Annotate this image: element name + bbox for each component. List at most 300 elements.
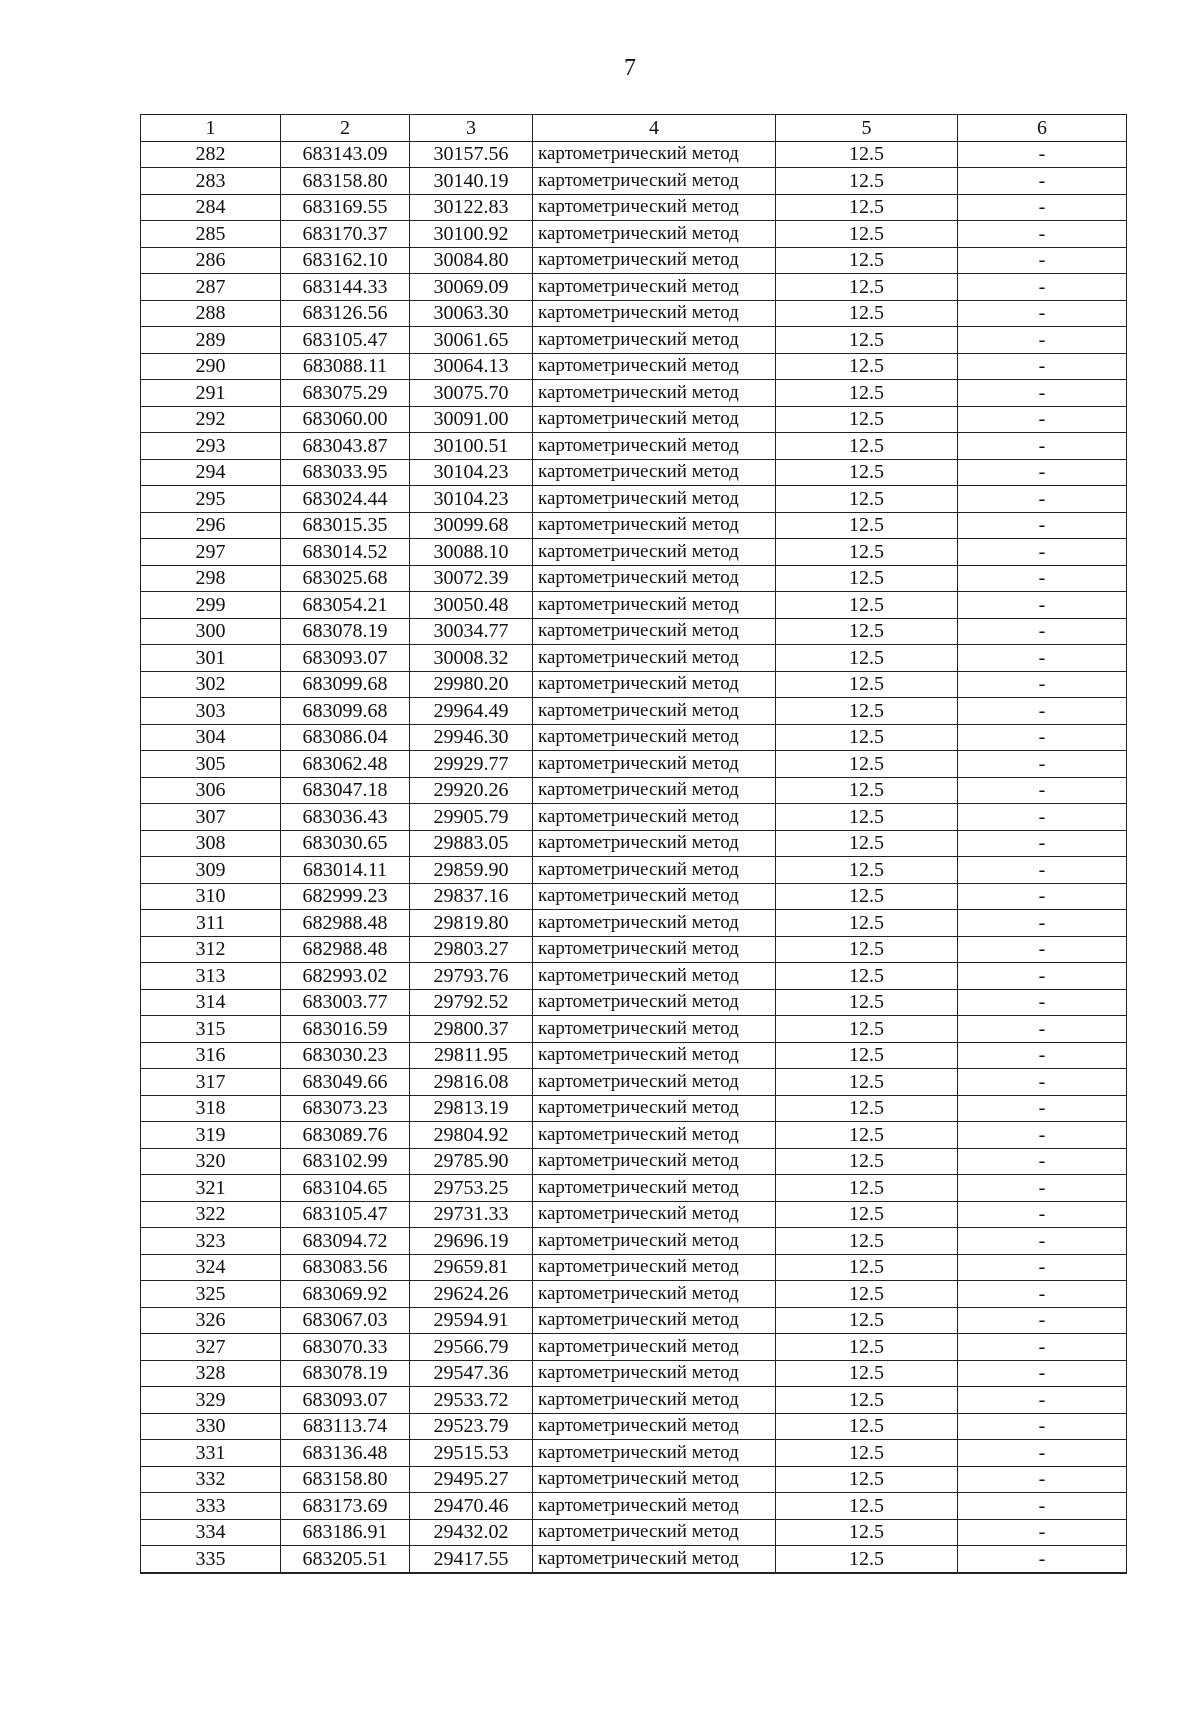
note-cell: - bbox=[958, 963, 1127, 990]
x-coordinate-cell: 683070.33 bbox=[281, 1334, 410, 1361]
method-cell: картометрический метод bbox=[533, 353, 776, 380]
y-coordinate-cell: 30063.30 bbox=[410, 300, 533, 327]
x-coordinate-cell: 683158.80 bbox=[281, 1466, 410, 1493]
method-cell: картометрический метод bbox=[533, 459, 776, 486]
point-number-cell: 335 bbox=[141, 1546, 281, 1573]
x-coordinate-cell: 683086.04 bbox=[281, 724, 410, 751]
point-number-cell: 287 bbox=[141, 274, 281, 301]
note-cell: - bbox=[958, 777, 1127, 804]
table-row bbox=[141, 671, 1127, 698]
table-row bbox=[141, 645, 1127, 672]
y-coordinate-cell: 30140.19 bbox=[410, 168, 533, 195]
x-coordinate-cell: 683060.00 bbox=[281, 406, 410, 433]
point-number-cell: 310 bbox=[141, 883, 281, 910]
y-coordinate-cell: 29533.72 bbox=[410, 1387, 533, 1414]
table-header-row bbox=[141, 115, 1127, 142]
point-number-cell: 322 bbox=[141, 1201, 281, 1228]
y-coordinate-cell: 29859.90 bbox=[410, 857, 533, 884]
point-number-cell: 324 bbox=[141, 1254, 281, 1281]
x-coordinate-cell: 683083.56 bbox=[281, 1254, 410, 1281]
accuracy-cell: 12.5 bbox=[776, 274, 958, 301]
y-coordinate-cell: 29594.91 bbox=[410, 1307, 533, 1334]
point-number-cell: 286 bbox=[141, 247, 281, 274]
accuracy-cell: 12.5 bbox=[776, 963, 958, 990]
x-coordinate-cell: 683102.99 bbox=[281, 1148, 410, 1175]
note-cell: - bbox=[958, 512, 1127, 539]
accuracy-cell: 12.5 bbox=[776, 1334, 958, 1361]
accuracy-cell: 12.5 bbox=[776, 910, 958, 937]
method-cell: картометрический метод bbox=[533, 1095, 776, 1122]
note-cell: - bbox=[958, 221, 1127, 248]
accuracy-cell: 12.5 bbox=[776, 1519, 958, 1546]
point-number-cell: 304 bbox=[141, 724, 281, 751]
method-cell: картометрический метод bbox=[533, 221, 776, 248]
y-coordinate-cell: 30099.68 bbox=[410, 512, 533, 539]
page-number: 7 bbox=[624, 55, 636, 81]
point-number-cell: 318 bbox=[141, 1095, 281, 1122]
x-coordinate-cell: 683030.23 bbox=[281, 1042, 410, 1069]
method-cell: картометрический метод bbox=[533, 777, 776, 804]
accuracy-cell: 12.5 bbox=[776, 1281, 958, 1308]
method-cell: картометрический метод bbox=[533, 486, 776, 513]
note-cell: - bbox=[958, 486, 1127, 513]
x-coordinate-cell: 683089.76 bbox=[281, 1122, 410, 1149]
y-coordinate-cell: 30157.56 bbox=[410, 141, 533, 168]
method-cell: картометрический метод bbox=[533, 1254, 776, 1281]
table-row bbox=[141, 274, 1127, 301]
point-number-cell: 332 bbox=[141, 1466, 281, 1493]
x-coordinate-cell: 683078.19 bbox=[281, 618, 410, 645]
table-row bbox=[141, 459, 1127, 486]
point-number-cell: 296 bbox=[141, 512, 281, 539]
accuracy-cell: 12.5 bbox=[776, 1228, 958, 1255]
table-body bbox=[141, 141, 1127, 1573]
note-cell: - bbox=[958, 804, 1127, 831]
x-coordinate-cell: 683014.11 bbox=[281, 857, 410, 884]
accuracy-cell: 12.5 bbox=[776, 327, 958, 354]
y-coordinate-cell: 30061.65 bbox=[410, 327, 533, 354]
point-number-cell: 334 bbox=[141, 1519, 281, 1546]
method-cell: картометрический метод bbox=[533, 910, 776, 937]
point-number-cell: 301 bbox=[141, 645, 281, 672]
x-coordinate-cell: 683088.11 bbox=[281, 353, 410, 380]
accuracy-cell: 12.5 bbox=[776, 1016, 958, 1043]
accuracy-cell: 12.5 bbox=[776, 592, 958, 619]
note-cell: - bbox=[958, 247, 1127, 274]
note-cell: - bbox=[958, 1254, 1127, 1281]
table-row bbox=[141, 777, 1127, 804]
accuracy-cell: 12.5 bbox=[776, 539, 958, 566]
point-number-cell: 314 bbox=[141, 989, 281, 1016]
y-coordinate-cell: 29816.08 bbox=[410, 1069, 533, 1096]
method-cell: картометрический метод bbox=[533, 1175, 776, 1202]
x-coordinate-cell: 683158.80 bbox=[281, 168, 410, 195]
point-number-cell: 290 bbox=[141, 353, 281, 380]
accuracy-cell: 12.5 bbox=[776, 1069, 958, 1096]
method-cell: картометрический метод bbox=[533, 1307, 776, 1334]
point-number-cell: 313 bbox=[141, 963, 281, 990]
table-row bbox=[141, 724, 1127, 751]
method-cell: картометрический метод bbox=[533, 380, 776, 407]
y-coordinate-cell: 30072.39 bbox=[410, 565, 533, 592]
y-coordinate-cell: 30104.23 bbox=[410, 459, 533, 486]
method-cell: картометрический метод bbox=[533, 1122, 776, 1149]
x-coordinate-cell: 682988.48 bbox=[281, 910, 410, 937]
accuracy-cell: 12.5 bbox=[776, 1148, 958, 1175]
method-cell: картометрический метод bbox=[533, 1042, 776, 1069]
method-cell: картометрический метод bbox=[533, 1228, 776, 1255]
table-row bbox=[141, 698, 1127, 725]
x-coordinate-cell: 683143.09 bbox=[281, 141, 410, 168]
y-coordinate-cell: 29813.19 bbox=[410, 1095, 533, 1122]
point-number-cell: 325 bbox=[141, 1281, 281, 1308]
accuracy-cell: 12.5 bbox=[776, 1440, 958, 1467]
accuracy-cell: 12.5 bbox=[776, 724, 958, 751]
point-number-cell: 331 bbox=[141, 1440, 281, 1467]
x-coordinate-cell: 683043.87 bbox=[281, 433, 410, 460]
table-row bbox=[141, 486, 1127, 513]
point-number-cell: 309 bbox=[141, 857, 281, 884]
y-coordinate-cell: 29547.36 bbox=[410, 1360, 533, 1387]
note-cell: - bbox=[958, 645, 1127, 672]
note-cell: - bbox=[958, 883, 1127, 910]
method-cell: картометрический метод bbox=[533, 1519, 776, 1546]
table-row bbox=[141, 989, 1127, 1016]
table-row bbox=[141, 1069, 1127, 1096]
note-cell: - bbox=[958, 539, 1127, 566]
x-coordinate-cell: 683099.68 bbox=[281, 698, 410, 725]
note-cell: - bbox=[958, 380, 1127, 407]
y-coordinate-cell: 29792.52 bbox=[410, 989, 533, 1016]
method-cell: картометрический метод bbox=[533, 804, 776, 831]
y-coordinate-cell: 30100.92 bbox=[410, 221, 533, 248]
accuracy-cell: 12.5 bbox=[776, 830, 958, 857]
point-number-cell: 328 bbox=[141, 1360, 281, 1387]
y-coordinate-cell: 30034.77 bbox=[410, 618, 533, 645]
y-coordinate-cell: 30064.13 bbox=[410, 353, 533, 380]
x-coordinate-cell: 683093.07 bbox=[281, 645, 410, 672]
y-coordinate-cell: 30100.51 bbox=[410, 433, 533, 460]
method-cell: картометрический метод bbox=[533, 300, 776, 327]
accuracy-cell: 12.5 bbox=[776, 300, 958, 327]
y-coordinate-cell: 29417.55 bbox=[410, 1546, 533, 1573]
x-coordinate-cell: 683033.95 bbox=[281, 459, 410, 486]
x-coordinate-cell: 683170.37 bbox=[281, 221, 410, 248]
table-row bbox=[141, 353, 1127, 380]
point-number-cell: 317 bbox=[141, 1069, 281, 1096]
x-coordinate-cell: 683015.35 bbox=[281, 512, 410, 539]
method-cell: картометрический метод bbox=[533, 1360, 776, 1387]
point-number-cell: 295 bbox=[141, 486, 281, 513]
point-number-cell: 285 bbox=[141, 221, 281, 248]
x-coordinate-cell: 683173.69 bbox=[281, 1493, 410, 1520]
point-number-cell: 300 bbox=[141, 618, 281, 645]
note-cell: - bbox=[958, 406, 1127, 433]
table-row bbox=[141, 857, 1127, 884]
note-cell: - bbox=[958, 327, 1127, 354]
table-row bbox=[141, 168, 1127, 195]
table-row bbox=[141, 247, 1127, 274]
x-coordinate-cell: 683169.55 bbox=[281, 194, 410, 221]
table-row bbox=[141, 830, 1127, 857]
table-row bbox=[141, 1016, 1127, 1043]
note-cell: - bbox=[958, 433, 1127, 460]
x-coordinate-cell: 683024.44 bbox=[281, 486, 410, 513]
y-coordinate-cell: 29696.19 bbox=[410, 1228, 533, 1255]
y-coordinate-cell: 30075.70 bbox=[410, 380, 533, 407]
column-header: 2 bbox=[281, 115, 410, 142]
method-cell: картометрический метод bbox=[533, 671, 776, 698]
x-coordinate-cell: 683144.33 bbox=[281, 274, 410, 301]
x-coordinate-cell: 683025.68 bbox=[281, 565, 410, 592]
x-coordinate-cell: 683126.56 bbox=[281, 300, 410, 327]
table-row bbox=[141, 1148, 1127, 1175]
accuracy-cell: 12.5 bbox=[776, 1360, 958, 1387]
point-number-cell: 293 bbox=[141, 433, 281, 460]
x-coordinate-cell: 683069.92 bbox=[281, 1281, 410, 1308]
x-coordinate-cell: 683162.10 bbox=[281, 247, 410, 274]
y-coordinate-cell: 29920.26 bbox=[410, 777, 533, 804]
method-cell: картометрический метод bbox=[533, 1387, 776, 1414]
table-row bbox=[141, 936, 1127, 963]
accuracy-cell: 12.5 bbox=[776, 1493, 958, 1520]
accuracy-cell: 12.5 bbox=[776, 406, 958, 433]
method-cell: картометрический метод bbox=[533, 1334, 776, 1361]
y-coordinate-cell: 29753.25 bbox=[410, 1175, 533, 1202]
x-coordinate-cell: 683054.21 bbox=[281, 592, 410, 619]
method-cell: картометрический метод bbox=[533, 1201, 776, 1228]
x-coordinate-cell: 683014.52 bbox=[281, 539, 410, 566]
accuracy-cell: 12.5 bbox=[776, 804, 958, 831]
method-cell: картометрический метод bbox=[533, 645, 776, 672]
accuracy-cell: 12.5 bbox=[776, 433, 958, 460]
point-number-cell: 323 bbox=[141, 1228, 281, 1255]
table-row bbox=[141, 883, 1127, 910]
note-cell: - bbox=[958, 1095, 1127, 1122]
x-coordinate-cell: 682999.23 bbox=[281, 883, 410, 910]
point-number-cell: 302 bbox=[141, 671, 281, 698]
note-cell: - bbox=[958, 1016, 1127, 1043]
table-row bbox=[141, 565, 1127, 592]
coordinates-table bbox=[140, 114, 1127, 1574]
y-coordinate-cell: 30084.80 bbox=[410, 247, 533, 274]
accuracy-cell: 12.5 bbox=[776, 1307, 958, 1334]
accuracy-cell: 12.5 bbox=[776, 459, 958, 486]
method-cell: картометрический метод bbox=[533, 247, 776, 274]
accuracy-cell: 12.5 bbox=[776, 1546, 958, 1573]
note-cell: - bbox=[958, 1519, 1127, 1546]
x-coordinate-cell: 683099.68 bbox=[281, 671, 410, 698]
accuracy-cell: 12.5 bbox=[776, 1387, 958, 1414]
point-number-cell: 294 bbox=[141, 459, 281, 486]
accuracy-cell: 12.5 bbox=[776, 1122, 958, 1149]
accuracy-cell: 12.5 bbox=[776, 1201, 958, 1228]
method-cell: картометрический метод bbox=[533, 274, 776, 301]
y-coordinate-cell: 29785.90 bbox=[410, 1148, 533, 1175]
table-row bbox=[141, 1201, 1127, 1228]
point-number-cell: 282 bbox=[141, 141, 281, 168]
method-cell: картометрический метод bbox=[533, 539, 776, 566]
y-coordinate-cell: 29432.02 bbox=[410, 1519, 533, 1546]
point-number-cell: 319 bbox=[141, 1122, 281, 1149]
method-cell: картометрический метод bbox=[533, 724, 776, 751]
x-coordinate-cell: 683093.07 bbox=[281, 1387, 410, 1414]
note-cell: - bbox=[958, 751, 1127, 778]
x-coordinate-cell: 683062.48 bbox=[281, 751, 410, 778]
y-coordinate-cell: 30088.10 bbox=[410, 539, 533, 566]
accuracy-cell: 12.5 bbox=[776, 1254, 958, 1281]
y-coordinate-cell: 29964.49 bbox=[410, 698, 533, 725]
table-row bbox=[141, 1413, 1127, 1440]
note-cell: - bbox=[958, 565, 1127, 592]
table-row bbox=[141, 1228, 1127, 1255]
accuracy-cell: 12.5 bbox=[776, 1042, 958, 1069]
point-number-cell: 292 bbox=[141, 406, 281, 433]
table-row bbox=[141, 300, 1127, 327]
x-coordinate-cell: 683067.03 bbox=[281, 1307, 410, 1334]
note-cell: - bbox=[958, 1042, 1127, 1069]
x-coordinate-cell: 683073.23 bbox=[281, 1095, 410, 1122]
point-number-cell: 288 bbox=[141, 300, 281, 327]
point-number-cell: 303 bbox=[141, 698, 281, 725]
point-number-cell: 305 bbox=[141, 751, 281, 778]
y-coordinate-cell: 29800.37 bbox=[410, 1016, 533, 1043]
point-number-cell: 291 bbox=[141, 380, 281, 407]
column-header: 5 bbox=[776, 115, 958, 142]
accuracy-cell: 12.5 bbox=[776, 168, 958, 195]
y-coordinate-cell: 29470.46 bbox=[410, 1493, 533, 1520]
method-cell: картометрический метод bbox=[533, 512, 776, 539]
point-number-cell: 329 bbox=[141, 1387, 281, 1414]
note-cell: - bbox=[958, 910, 1127, 937]
y-coordinate-cell: 29980.20 bbox=[410, 671, 533, 698]
y-coordinate-cell: 29495.27 bbox=[410, 1466, 533, 1493]
method-cell: картометрический метод bbox=[533, 1493, 776, 1520]
method-cell: картометрический метод bbox=[533, 1546, 776, 1573]
table-row bbox=[141, 1387, 1127, 1414]
note-cell: - bbox=[958, 353, 1127, 380]
y-coordinate-cell: 29946.30 bbox=[410, 724, 533, 751]
y-coordinate-cell: 30008.32 bbox=[410, 645, 533, 672]
table-row bbox=[141, 1440, 1127, 1467]
table-row bbox=[141, 141, 1127, 168]
point-number-cell: 330 bbox=[141, 1413, 281, 1440]
point-number-cell: 333 bbox=[141, 1493, 281, 1520]
method-cell: картометрический метод bbox=[533, 963, 776, 990]
table-row bbox=[141, 1095, 1127, 1122]
x-coordinate-cell: 683136.48 bbox=[281, 1440, 410, 1467]
note-cell: - bbox=[958, 1201, 1127, 1228]
accuracy-cell: 12.5 bbox=[776, 565, 958, 592]
note-cell: - bbox=[958, 1360, 1127, 1387]
y-coordinate-cell: 29515.53 bbox=[410, 1440, 533, 1467]
accuracy-cell: 12.5 bbox=[776, 194, 958, 221]
accuracy-cell: 12.5 bbox=[776, 1466, 958, 1493]
point-number-cell: 299 bbox=[141, 592, 281, 619]
note-cell: - bbox=[958, 618, 1127, 645]
note-cell: - bbox=[958, 592, 1127, 619]
accuracy-cell: 12.5 bbox=[776, 380, 958, 407]
method-cell: картометрический метод bbox=[533, 936, 776, 963]
table-row bbox=[141, 433, 1127, 460]
y-coordinate-cell: 29566.79 bbox=[410, 1334, 533, 1361]
table-row bbox=[141, 512, 1127, 539]
y-coordinate-cell: 29804.92 bbox=[410, 1122, 533, 1149]
method-cell: картометрический метод bbox=[533, 989, 776, 1016]
table-row bbox=[141, 963, 1127, 990]
point-number-cell: 306 bbox=[141, 777, 281, 804]
accuracy-cell: 12.5 bbox=[776, 353, 958, 380]
point-number-cell: 308 bbox=[141, 830, 281, 857]
accuracy-cell: 12.5 bbox=[776, 698, 958, 725]
accuracy-cell: 12.5 bbox=[776, 989, 958, 1016]
table-row bbox=[141, 221, 1127, 248]
point-number-cell: 307 bbox=[141, 804, 281, 831]
method-cell: картометрический метод bbox=[533, 1281, 776, 1308]
column-header: 1 bbox=[141, 115, 281, 142]
table-row bbox=[141, 1360, 1127, 1387]
note-cell: - bbox=[958, 1228, 1127, 1255]
note-cell: - bbox=[958, 141, 1127, 168]
note-cell: - bbox=[958, 936, 1127, 963]
y-coordinate-cell: 29659.81 bbox=[410, 1254, 533, 1281]
accuracy-cell: 12.5 bbox=[776, 751, 958, 778]
y-coordinate-cell: 29793.76 bbox=[410, 963, 533, 990]
y-coordinate-cell: 30069.09 bbox=[410, 274, 533, 301]
y-coordinate-cell: 29929.77 bbox=[410, 751, 533, 778]
table-row bbox=[141, 910, 1127, 937]
table-row bbox=[141, 1307, 1127, 1334]
x-coordinate-cell: 683105.47 bbox=[281, 1201, 410, 1228]
method-cell: картометрический метод bbox=[533, 618, 776, 645]
note-cell: - bbox=[958, 1413, 1127, 1440]
accuracy-cell: 12.5 bbox=[776, 247, 958, 274]
column-header: 6 bbox=[958, 115, 1127, 142]
point-number-cell: 315 bbox=[141, 1016, 281, 1043]
accuracy-cell: 12.5 bbox=[776, 618, 958, 645]
accuracy-cell: 12.5 bbox=[776, 645, 958, 672]
note-cell: - bbox=[958, 459, 1127, 486]
point-number-cell: 312 bbox=[141, 936, 281, 963]
table-row bbox=[141, 1519, 1127, 1546]
method-cell: картометрический метод bbox=[533, 883, 776, 910]
note-cell: - bbox=[958, 1122, 1127, 1149]
x-coordinate-cell: 683075.29 bbox=[281, 380, 410, 407]
point-number-cell: 326 bbox=[141, 1307, 281, 1334]
table-row bbox=[141, 380, 1127, 407]
note-cell: - bbox=[958, 1466, 1127, 1493]
x-coordinate-cell: 683016.59 bbox=[281, 1016, 410, 1043]
accuracy-cell: 12.5 bbox=[776, 1095, 958, 1122]
note-cell: - bbox=[958, 1069, 1127, 1096]
method-cell: картометрический метод bbox=[533, 751, 776, 778]
y-coordinate-cell: 30122.83 bbox=[410, 194, 533, 221]
table-row bbox=[141, 592, 1127, 619]
method-cell: картометрический метод bbox=[533, 1440, 776, 1467]
method-cell: картометрический метод bbox=[533, 592, 776, 619]
method-cell: картометрический метод bbox=[533, 194, 776, 221]
x-coordinate-cell: 683049.66 bbox=[281, 1069, 410, 1096]
method-cell: картометрический метод bbox=[533, 168, 776, 195]
point-number-cell: 283 bbox=[141, 168, 281, 195]
accuracy-cell: 12.5 bbox=[776, 141, 958, 168]
table-row bbox=[141, 751, 1127, 778]
x-coordinate-cell: 683094.72 bbox=[281, 1228, 410, 1255]
y-coordinate-cell: 29905.79 bbox=[410, 804, 533, 831]
accuracy-cell: 12.5 bbox=[776, 486, 958, 513]
y-coordinate-cell: 30104.23 bbox=[410, 486, 533, 513]
note-cell: - bbox=[958, 300, 1127, 327]
